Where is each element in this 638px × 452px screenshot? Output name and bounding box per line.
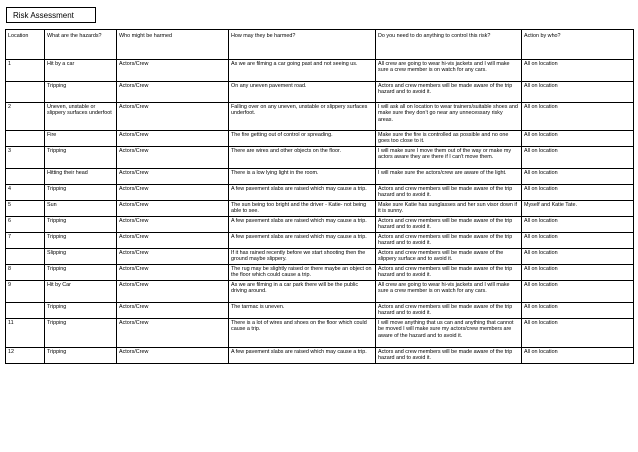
cell-hazard: Tripping <box>45 147 117 169</box>
cell-who: Actors/Crew <box>117 169 229 185</box>
cell-who: Actors/Crew <box>117 60 229 82</box>
cell-how: A few pavement slabs are raised which may cause a trip. <box>229 185 376 201</box>
cell-action: Myself and Katie Tate. <box>522 201 634 217</box>
header-action-by: Action by who? <box>522 30 634 60</box>
table-row <box>6 217 634 233</box>
cell-how: The fire getting out of control or spreading. <box>229 131 376 147</box>
cell-location <box>6 303 45 319</box>
cell-hazard: Tripping <box>45 233 117 249</box>
cell-who: Actors/Crew <box>117 217 229 233</box>
cell-location <box>6 82 45 103</box>
cell-who: Actors/Crew <box>117 147 229 169</box>
cell-control: All crew are going to wear hi-vis jackets and I will make sure a crew member is on watch for any cars. <box>376 60 522 82</box>
cell-control: Actors and crew members will be made aware of the trip hazard and to avoid it. <box>376 217 522 233</box>
cell-control: Actors and crew members will be made aware of the trip hazard and to avoid it. <box>376 185 522 201</box>
cell-how: The tarmac is uneven. <box>229 303 376 319</box>
cell-location: 12 <box>6 348 45 364</box>
table-row <box>6 249 634 265</box>
cell-location: 2 <box>6 103 45 131</box>
cell-how: There is a low lying light in the room. <box>229 169 376 185</box>
cell-control: I will make sure I move them out of the way or make my actors aware they are there if I can't move them. <box>376 147 522 169</box>
cell-hazard: Tripping <box>45 265 117 281</box>
table-row <box>6 233 634 249</box>
cell-hazard: Sun <box>45 201 117 217</box>
cell-how: The rug may be slightly raised or there maybe an object on the floor which could cause a trip. <box>229 265 376 281</box>
cell-location: 4 <box>6 185 45 201</box>
table-row <box>6 131 634 147</box>
table-header-row <box>6 30 634 60</box>
cell-action: All on location <box>522 265 634 281</box>
cell-location: 8 <box>6 265 45 281</box>
cell-hazard: Hit by Car <box>45 281 117 303</box>
cell-how: A few pavement slabs are raised which may cause a trip. <box>229 348 376 364</box>
cell-action: All on location <box>522 249 634 265</box>
header-who-harmed: Who might be harmed <box>117 30 229 60</box>
cell-who: Actors/Crew <box>117 281 229 303</box>
table-row <box>6 281 634 303</box>
cell-who: Actors/Crew <box>117 131 229 147</box>
cell-action: All on location <box>522 82 634 103</box>
cell-how: There is a lot of wires and shoes on the floor which could cause a trip. <box>229 319 376 348</box>
cell-control: Actors and crew members will be made aware of the trip hazard and to avoid it. <box>376 233 522 249</box>
cell-how: As we are filming in a car park there will be the public driving around. <box>229 281 376 303</box>
cell-who: Actors/Crew <box>117 103 229 131</box>
cell-location: 1 <box>6 60 45 82</box>
cell-how: Falling over on any uneven, unstable or slippery surfaces underfoot. <box>229 103 376 131</box>
cell-hazard: Uneven, unstable or slippery surfaces underfoot <box>45 103 117 131</box>
cell-hazard: Hit by a car <box>45 60 117 82</box>
cell-control: I will make sure the actors/crew are aware of the light. <box>376 169 522 185</box>
cell-who: Actors/Crew <box>117 201 229 217</box>
cell-who: Actors/Crew <box>117 233 229 249</box>
cell-control: Make sure the fire is controlled as possible and no one goes too close to it. <box>376 131 522 147</box>
cell-who: Actors/Crew <box>117 249 229 265</box>
cell-location: 6 <box>6 217 45 233</box>
cell-action: All on location <box>522 233 634 249</box>
table-row <box>6 169 634 185</box>
cell-how: On any uneven pavement road. <box>229 82 376 103</box>
cell-action: All on location <box>522 147 634 169</box>
cell-control: Actors and crew members will be made aware of the slippery surface and to avoid it. <box>376 249 522 265</box>
header-hazards: What are the hazards? <box>45 30 117 60</box>
cell-who: Actors/Crew <box>117 82 229 103</box>
cell-location: 3 <box>6 147 45 169</box>
header-location: Location <box>6 30 45 60</box>
cell-how: If it has rained recently before we start shooting then the ground maybe slippery. <box>229 249 376 265</box>
table-row <box>6 103 634 131</box>
cell-hazard: Tripping <box>45 303 117 319</box>
cell-control: Actors and crew members will be made aware of the trip hazard and to avoid it. <box>376 82 522 103</box>
cell-action: All on location <box>522 131 634 147</box>
cell-hazard: Tripping <box>45 82 117 103</box>
table-row <box>6 319 634 348</box>
cell-how: A few pavement slabs are raised which may cause a trip. <box>229 217 376 233</box>
cell-control: Actors and crew members will be made aware of the trip hazard and to avoid it. <box>376 348 522 364</box>
cell-location: 9 <box>6 281 45 303</box>
cell-control: Actors and crew members will be made aware of the trip hazard and to avoid it. <box>376 303 522 319</box>
cell-location: 5 <box>6 201 45 217</box>
cell-who: Actors/Crew <box>117 303 229 319</box>
table-row <box>6 201 634 217</box>
cell-action: All on location <box>522 103 634 131</box>
cell-control: Actors and crew members will be made aware of the trip hazard and to avoid it. <box>376 265 522 281</box>
cell-how: The sun being too bright and the driver - Katie- not being able to see. <box>229 201 376 217</box>
cell-action: All on location <box>522 281 634 303</box>
table-row <box>6 147 634 169</box>
cell-control: I will move anything that us can and anything that cannot be moved I will make sure my actors/crew members are aware of the hazard and to avoid it. <box>376 319 522 348</box>
cell-action: All on location <box>522 169 634 185</box>
table-row <box>6 348 634 364</box>
cell-control: I will ask all on location to wear trainers/suitable shoes and make sure they don’t go near any unnecessary risky areas. <box>376 103 522 131</box>
cell-action: All on location <box>522 348 634 364</box>
cell-hazard: Tripping <box>45 217 117 233</box>
cell-how: As we are filming a car going past and not seeing us. <box>229 60 376 82</box>
header-control: Do you need to do anything to control this risk? <box>376 30 522 60</box>
cell-action: All on location <box>522 60 634 82</box>
cell-how: There are wires and other objects on the floor. <box>229 147 376 169</box>
document-title: Risk Assessment <box>6 7 96 23</box>
cell-hazard: Tripping <box>45 348 117 364</box>
cell-who: Actors/Crew <box>117 265 229 281</box>
cell-who: Actors/Crew <box>117 319 229 348</box>
cell-control: All crew are going to wear hi-vis jackets and I will make sure a crew member is on watch for any cars. <box>376 281 522 303</box>
header-how-harmed: How may they be harmed? <box>229 30 376 60</box>
cell-hazard: Slipping <box>45 249 117 265</box>
table-row <box>6 303 634 319</box>
cell-hazard: Tripping <box>45 185 117 201</box>
cell-who: Actors/Crew <box>117 185 229 201</box>
cell-location: 11 <box>6 319 45 348</box>
cell-location <box>6 169 45 185</box>
table-row <box>6 185 634 201</box>
cell-hazard: Hitting their head <box>45 169 117 185</box>
cell-how: A few pavement slabs are raised which may cause a trip. <box>229 233 376 249</box>
risk-assessment-table <box>5 29 634 364</box>
table-row <box>6 82 634 103</box>
cell-location: 7 <box>6 233 45 249</box>
cell-action: All on location <box>522 217 634 233</box>
cell-who: Actors/Crew <box>117 348 229 364</box>
cell-action: All on location <box>522 303 634 319</box>
cell-location <box>6 249 45 265</box>
cell-location <box>6 131 45 147</box>
cell-action: All on location <box>522 185 634 201</box>
table-row <box>6 265 634 281</box>
cell-hazard: Tripping <box>45 319 117 348</box>
cell-action: All on location <box>522 319 634 348</box>
table-row <box>6 60 634 82</box>
cell-hazard: Fire <box>45 131 117 147</box>
cell-control: Make sure Katie has sunglasses and her sun visor down if it is sunny. <box>376 201 522 217</box>
